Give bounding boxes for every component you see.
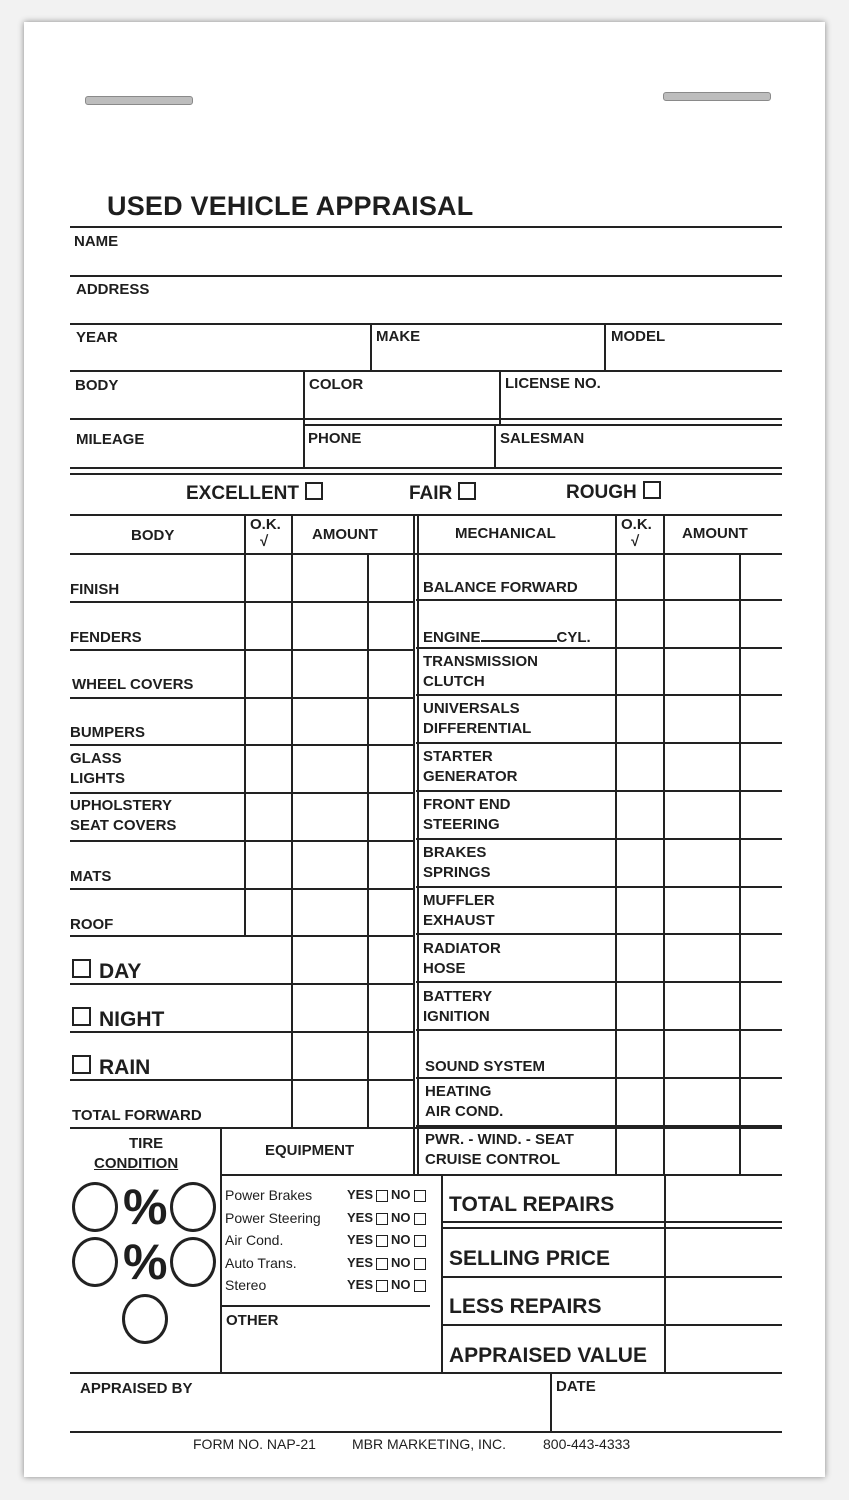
- total-forward-label: TOTAL FORWARD: [72, 1107, 202, 1124]
- rule: [70, 935, 413, 937]
- air-cond-label: AIR COND.: [425, 1103, 504, 1120]
- wheel-covers-label: WHEEL COVERS: [72, 676, 194, 693]
- rule: [416, 1029, 782, 1031]
- rule: [70, 418, 782, 420]
- rule: [417, 514, 419, 1174]
- no-checkbox[interactable]: [414, 1280, 426, 1292]
- tire-percent-rear: %: [123, 1234, 168, 1290]
- rule: [70, 840, 413, 842]
- equipment-item-stereo: Stereo: [225, 1277, 267, 1293]
- roof-label: ROOF: [70, 916, 114, 933]
- rule: [416, 742, 782, 744]
- seat-covers-label: SEAT COVERS: [70, 817, 177, 834]
- yes-label: YES: [347, 1255, 374, 1270]
- equipment-item-auto-trans: Auto Trans.: [225, 1255, 297, 1271]
- salesman-label: SALESMAN: [500, 430, 585, 447]
- glass-label: GLASS: [70, 750, 122, 767]
- yes-no-row: [347, 1207, 429, 1229]
- rule: [416, 1077, 782, 1079]
- rule: [416, 1125, 782, 1127]
- equipment-item-power-brakes: Power Brakes: [225, 1187, 313, 1203]
- no-label: NO: [391, 1210, 411, 1225]
- muffler-label: MUFFLER: [423, 892, 495, 909]
- make-label: MAKE: [376, 328, 421, 345]
- no-checkbox[interactable]: [414, 1190, 426, 1202]
- night-option[interactable]: [72, 1007, 164, 1030]
- rule: [70, 744, 413, 746]
- no-label: NO: [391, 1232, 411, 1247]
- no-label: NO: [391, 1277, 411, 1292]
- total-repairs-label: TOTAL REPAIRS: [449, 1193, 615, 1216]
- rough-label: ROUGH: [566, 482, 637, 503]
- rule: [416, 886, 782, 888]
- rule: [615, 514, 617, 1174]
- yes-no-row: [347, 1252, 429, 1274]
- rule: [416, 981, 782, 983]
- heating-label: HEATING: [425, 1083, 492, 1100]
- yes-checkbox[interactable]: [376, 1213, 388, 1225]
- rule: [70, 1127, 782, 1129]
- universals-label: UNIVERSALS: [423, 700, 520, 717]
- rule: [370, 323, 372, 370]
- rule: [303, 370, 305, 424]
- ignition-label: IGNITION: [423, 1008, 490, 1025]
- yes-label: YES: [347, 1210, 374, 1225]
- appraised-by-label: APPRAISED BY: [80, 1380, 193, 1397]
- yes-no-row: [347, 1274, 429, 1296]
- rule: [739, 553, 741, 1174]
- rule: [70, 601, 413, 603]
- excellent-label: EXCELLENT: [186, 483, 299, 504]
- rain-label: RAIN: [99, 1056, 151, 1079]
- footer-form-number: FORM NO. NAP-21: [193, 1436, 316, 1452]
- radiator-label: RADIATOR: [423, 940, 501, 957]
- day-checkbox[interactable]: [72, 959, 91, 978]
- battery-label: BATTERY: [423, 988, 493, 1005]
- form-title: USED VEHICLE APPRAISAL: [107, 191, 474, 221]
- rule: [70, 1372, 782, 1374]
- rule: [70, 467, 782, 469]
- pwr-wind-seat-label: PWR. - WIND. - SEAT: [425, 1131, 574, 1148]
- cruise-control-label: CRUISE CONTROL: [425, 1151, 560, 1168]
- name-label: NAME: [74, 233, 119, 250]
- rule: [442, 1227, 782, 1229]
- sound-system-label: SOUND SYSTEM: [425, 1058, 546, 1075]
- condition-label: CONDITION: [94, 1155, 179, 1172]
- night-label: NIGHT: [99, 1008, 165, 1031]
- rule: [303, 424, 782, 426]
- yes-checkbox[interactable]: [376, 1190, 388, 1202]
- rule: [442, 1276, 782, 1278]
- no-label: NO: [391, 1187, 411, 1202]
- fenders-label: FENDERS: [70, 629, 142, 646]
- rule: [416, 933, 782, 935]
- equipment-header: EQUIPMENT: [265, 1142, 355, 1159]
- yes-label: YES: [347, 1277, 374, 1292]
- clutch-label: CLUTCH: [423, 673, 485, 690]
- rain-checkbox[interactable]: [72, 1055, 91, 1074]
- springs-label: SPRINGS: [423, 864, 491, 881]
- rule: [70, 275, 782, 277]
- rule: [70, 473, 782, 475]
- date-label: DATE: [556, 1378, 596, 1395]
- rule: [550, 1372, 552, 1431]
- ok-column-header: [250, 516, 281, 550]
- yes-checkbox[interactable]: [376, 1280, 388, 1292]
- mechanical-column-header: MECHANICAL: [455, 525, 556, 542]
- rule: [70, 792, 413, 794]
- hose-label: HOSE: [423, 960, 466, 977]
- phone-label: PHONE: [308, 430, 362, 447]
- generator-label: GENERATOR: [423, 768, 518, 785]
- tire-percent-front: %: [123, 1179, 168, 1235]
- engine-row: [423, 626, 591, 648]
- body-label: BODY: [75, 377, 119, 394]
- tire-front-left-circle[interactable]: [72, 1182, 118, 1232]
- ok-label: O.K.: [250, 516, 281, 533]
- check-mark: √: [260, 533, 269, 550]
- no-checkbox[interactable]: [414, 1213, 426, 1225]
- amount-column-header: AMOUNT: [312, 526, 378, 543]
- rule: [70, 370, 782, 372]
- rule: [220, 1127, 222, 1372]
- rule: [441, 1174, 443, 1372]
- equipment-item-air-cond: Air Cond.: [225, 1232, 284, 1248]
- tire-spare-circle[interactable]: [122, 1294, 168, 1344]
- rule: [244, 514, 246, 935]
- rule: [70, 1031, 413, 1033]
- rule: [442, 1221, 782, 1223]
- ok-label: O.K.: [621, 516, 652, 533]
- yes-label: YES: [347, 1187, 374, 1202]
- tire-label: TIRE: [129, 1135, 164, 1152]
- rule: [494, 424, 496, 467]
- steering-label: STEERING: [423, 816, 500, 833]
- rule: [664, 1174, 666, 1372]
- rule: [70, 649, 413, 651]
- other-label: OTHER: [226, 1312, 279, 1329]
- yes-checkbox[interactable]: [376, 1258, 388, 1270]
- rule: [416, 694, 782, 696]
- exhaust-label: EXHAUST: [423, 912, 495, 929]
- staple-left: [85, 96, 193, 105]
- rule: [70, 323, 782, 325]
- rain-option[interactable]: [72, 1055, 150, 1078]
- front-end-label: FRONT END: [423, 796, 511, 813]
- rule: [70, 226, 782, 228]
- staple-right: [663, 92, 771, 101]
- tire-front-right-circle[interactable]: [170, 1182, 216, 1232]
- condition-excellent[interactable]: [186, 482, 323, 504]
- color-label: COLOR: [309, 376, 364, 393]
- brakes-label: BRAKES: [423, 844, 487, 861]
- rule: [499, 370, 501, 424]
- equipment-item-power-steering: Power Steering: [225, 1210, 321, 1226]
- lights-label: LIGHTS: [70, 770, 125, 787]
- night-checkbox[interactable]: [72, 1007, 91, 1026]
- rule: [367, 553, 369, 1127]
- balance-forward-label: BALANCE FORWARD: [423, 579, 578, 596]
- differential-label: DIFFERENTIAL: [423, 720, 532, 737]
- rule: [70, 697, 413, 699]
- selling-price-label: SELLING PRICE: [449, 1247, 611, 1270]
- address-label: ADDRESS: [76, 281, 150, 298]
- rule: [291, 514, 293, 1127]
- body-column-header: BODY: [131, 527, 175, 544]
- rule: [70, 553, 782, 555]
- appraisal-form-sheet: [24, 22, 825, 1477]
- yes-no-row: [347, 1229, 429, 1251]
- fair-checkbox[interactable]: [458, 482, 476, 500]
- upholstery-label: UPHOLSTERY: [70, 797, 172, 814]
- rule: [303, 424, 305, 467]
- rule: [70, 1431, 782, 1433]
- yes-label: YES: [347, 1232, 374, 1247]
- rule: [416, 599, 782, 601]
- less-repairs-label: LESS REPAIRS: [449, 1295, 602, 1318]
- day-label: DAY: [99, 960, 142, 983]
- rule: [70, 514, 782, 516]
- ok-column-header-right: [621, 516, 652, 550]
- rule: [663, 514, 665, 1174]
- fair-label: FAIR: [409, 483, 453, 504]
- excellent-checkbox[interactable]: [305, 482, 323, 500]
- cyl-label: CYL.: [556, 629, 591, 646]
- mileage-label: MILEAGE: [76, 431, 145, 448]
- model-label: MODEL: [611, 328, 666, 345]
- condition-fair[interactable]: [409, 482, 476, 504]
- rule: [413, 514, 415, 1174]
- amount-column-header-right: AMOUNT: [682, 525, 748, 542]
- year-label: YEAR: [76, 329, 118, 346]
- rule: [604, 323, 606, 370]
- rule: [416, 790, 782, 792]
- no-checkbox[interactable]: [414, 1235, 426, 1247]
- rule: [220, 1174, 782, 1176]
- rule: [70, 1079, 413, 1081]
- tire-rear-right-circle[interactable]: [170, 1237, 216, 1287]
- no-checkbox[interactable]: [414, 1258, 426, 1270]
- yes-no-row: [347, 1184, 429, 1206]
- check-mark: √: [631, 533, 640, 550]
- rule: [442, 1324, 782, 1326]
- finish-label: FINISH: [70, 581, 120, 598]
- day-option[interactable]: [72, 959, 141, 982]
- transmission-label: TRANSMISSION: [423, 653, 539, 670]
- no-label: NO: [391, 1255, 411, 1270]
- rough-checkbox[interactable]: [643, 481, 661, 499]
- tire-rear-left-circle[interactable]: [72, 1237, 118, 1287]
- appraised-value-label: APPRAISED VALUE: [449, 1344, 647, 1367]
- bumpers-label: BUMPERS: [70, 724, 146, 741]
- starter-label: STARTER: [423, 748, 493, 765]
- mats-label: MATS: [70, 868, 112, 885]
- footer-company: MBR MARKETING, INC.: [352, 1436, 507, 1452]
- rule: [220, 1305, 430, 1307]
- rule: [416, 838, 782, 840]
- engine-cyl-blank[interactable]: [481, 626, 557, 642]
- rule: [70, 888, 413, 890]
- condition-rough[interactable]: [566, 481, 661, 503]
- engine-label: ENGINE: [423, 629, 481, 646]
- rule: [70, 983, 413, 985]
- license-label: LICENSE NO.: [505, 375, 601, 392]
- yes-checkbox[interactable]: [376, 1235, 388, 1247]
- footer-phone: 800-443-4333: [543, 1436, 631, 1452]
